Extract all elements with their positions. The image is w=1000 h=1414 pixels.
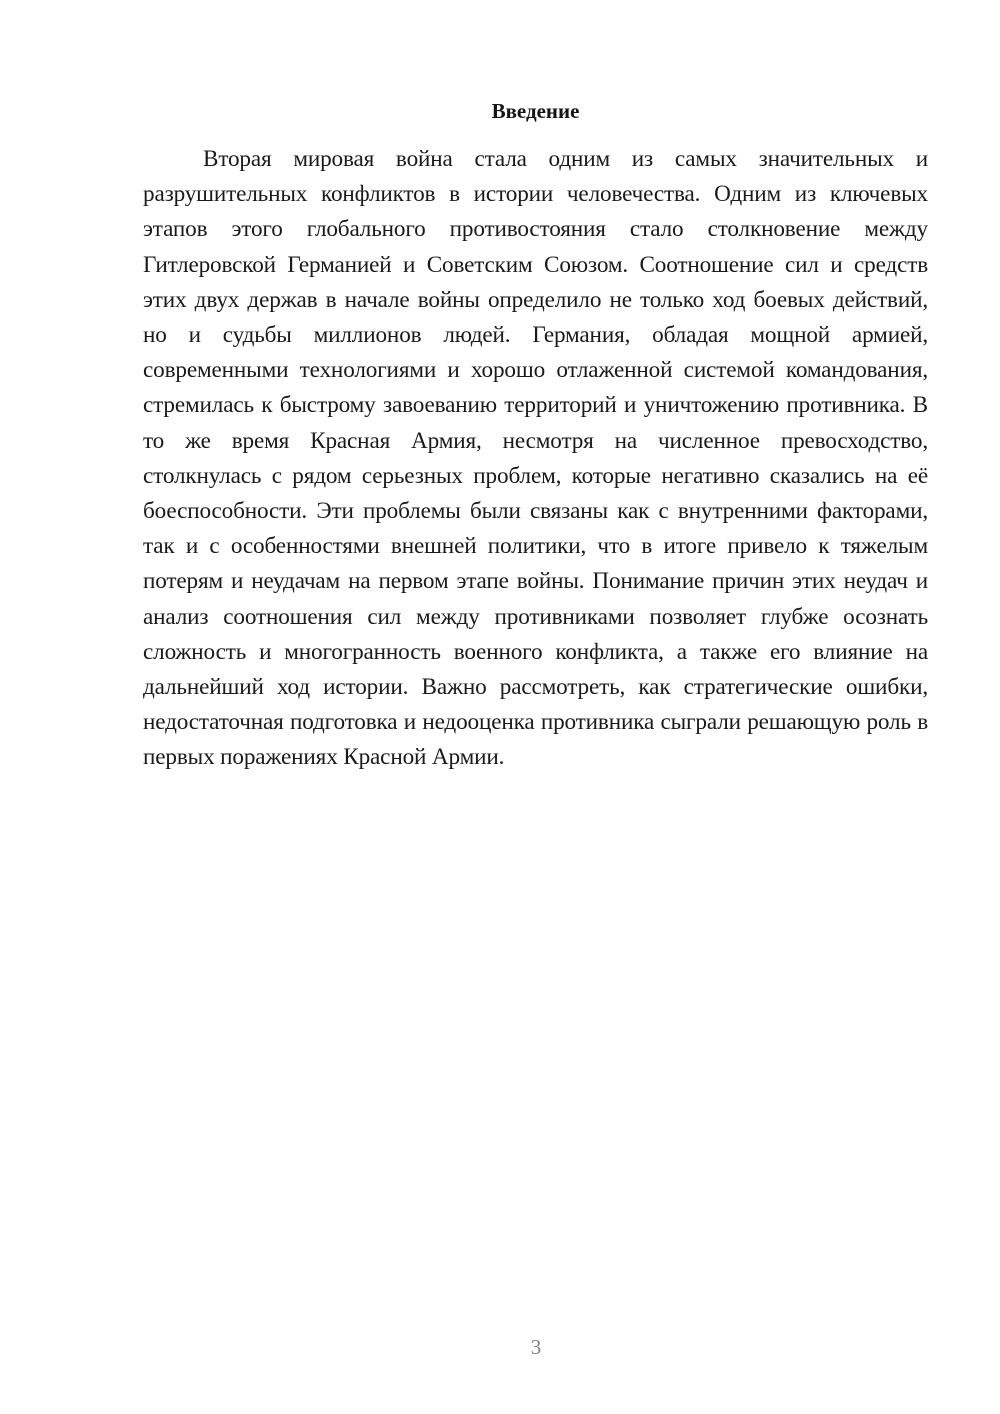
section-heading: Введение: [491, 99, 580, 123]
body-paragraph: Вторая мировая война стала одним из самых значительных и разрушительных конфликтов в истории человечества. Одним из ключевых этапов этого глобального противостояния стало столкновение между Гитлеровской Германией и Советским Союзом. Соотношение сил и средств этих двух держав в начале войны определило не только ход боевых действий, но и судьбы миллионов людей. Германия, обладая мощной армией, современными технологиями и хорошо отлаженной системой командования, стремилась к быстрому завоеванию территорий и уничтожению противника. В то же время Красная Армия, несмотря на численное превосходство, столкнулась с рядом серьезных проблем, которые негативно сказались на её боеспособности. Эти проблемы были связаны как с внутренними факторами, так и с особенностями внешней политики, что в итоге привело к тяжелым потерям и неудачам на первом этапе войны. Понимание причин этих неудач и анализ соотношения сил между противниками позволяет глубже осознать сложность и многогранность военного конфликта, а также его влияние на дальнейший ход истории. Важно рассмотреть, как стратегические ошибки, недостаточная подготовка и недооценка противника сыграли решающую роль в первых поражениях Красной Армии.: [143, 146, 928, 771]
page-number: 3: [530, 1335, 542, 1359]
